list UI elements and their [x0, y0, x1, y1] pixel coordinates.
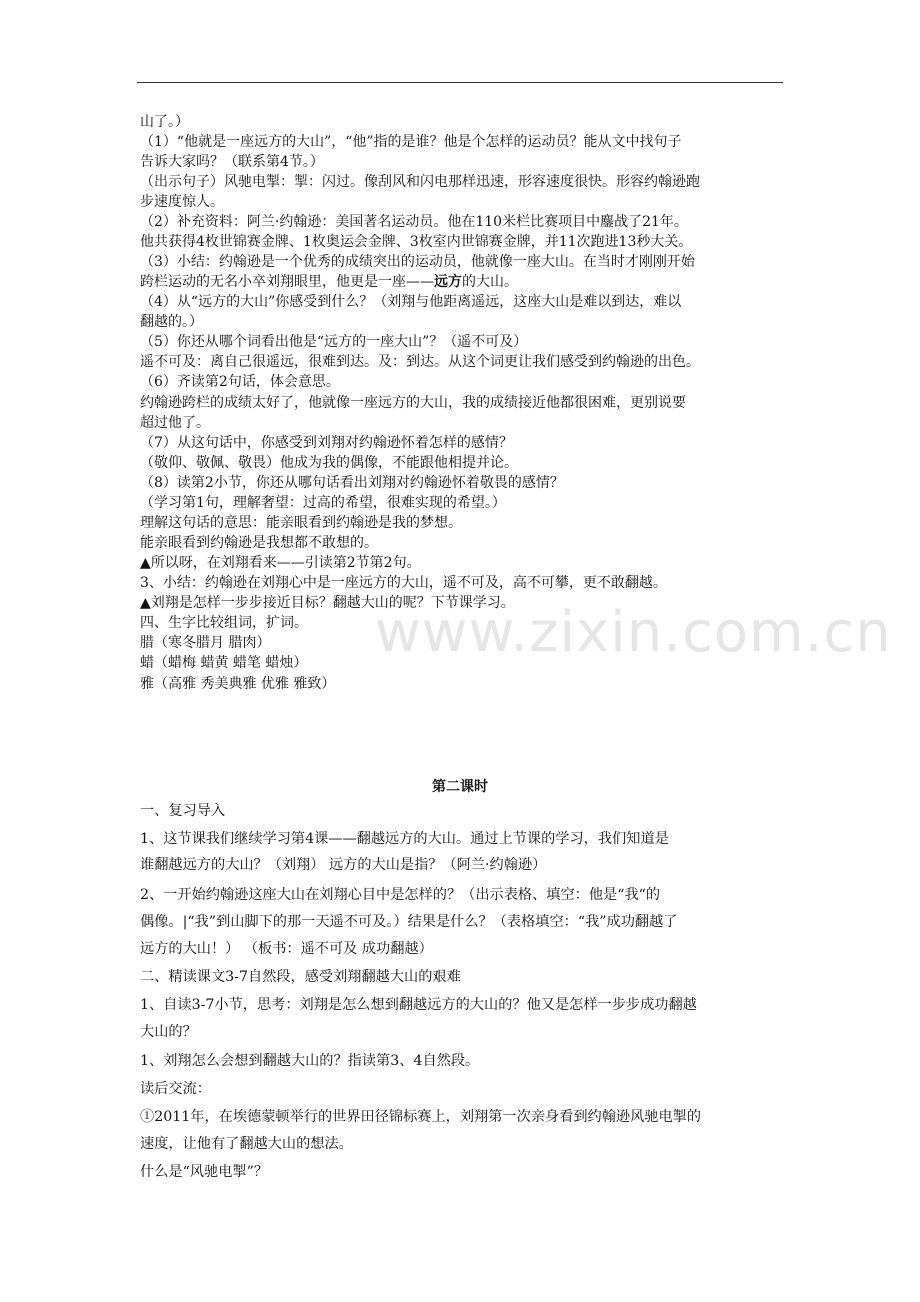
text-line: （4）从“远方的大山”你感受到什么？（刘翔与他距离遥远，这座大山是难以到达，难以 [140, 294, 682, 310]
text-line: 远方的大山！） （板书：遥不可及 成功翻越） [140, 941, 433, 957]
watermark: www.zixin.com.cn [375, 600, 892, 665]
text-line: （学习第1句，理解奢望：过高的希望，很难实现的希望。） [140, 495, 506, 511]
text-line: 1、刘翔怎么会想到翻越大山的？指读第3、4自然段。 [140, 1053, 480, 1069]
text-line: 偶像。|“我”到山脚下的那一天遥不可及。）结果是什么？（表格填空：“我”成功翻越了 [140, 914, 678, 930]
emphasis-text: 远方 [434, 274, 462, 290]
text-line: 蜡（蜡梅 蜡黄 蜡笔 蜡烛） [140, 655, 308, 671]
text-line: 2、一开始约翰逊这座大山在刘翔心目中是怎样的？（出示表格、填空：他是“我“的 [140, 887, 661, 903]
text-line: 什么是“风驰电掣”？ [140, 1164, 269, 1180]
text-line: （敬仰、敬佩、敬畏）他成为我的偶像，不能跟他相提并论。 [140, 455, 518, 471]
text-line: 四、生字比较组词，扩词。 [140, 615, 308, 631]
text-line: 3、小结：约翰逊在刘翔心中是一座远方的大山，遥不可及，高不可攀，更不敢翻越。 [140, 575, 667, 591]
text-line: （1）“他就是一座远方的大山”，“他”指的是谁？他是个怎样的运动员？能从文中找句子 [140, 134, 682, 150]
section-title: 第二课时 [432, 779, 488, 795]
text-line: 遥不可及：离自己很遥远，很难到达。及：到达。从这个词更让我们感受到约翰逊的出色。 [140, 354, 700, 370]
text-line: 步速度惊人。 [140, 194, 224, 210]
text-line: （6）齐读第2句话，体会意思。 [140, 374, 340, 390]
text-line: 跨栏运动的无名小卒刘翔眼里，他更是一座——远方的大山。 [140, 274, 518, 290]
text-line: 约翰逊跨栏的成绩太好了，他就像一座远方的大山，我的成绩接近他都很困难，更别说要 [140, 395, 686, 411]
text-line: 超过他了。 [140, 415, 210, 431]
text-line: 他共获得4枚世锦赛金牌、1枚奥运会金牌、3枚室内世锦赛金牌，并11次跑进13秒大关。 [140, 234, 693, 250]
text-line: ▲所以呀，在刘翔看来——引读第2节第2句。 [140, 555, 421, 571]
text-line: ①2011年，在埃德蒙顿举行的世界田径锦标赛上，刘翔第一次亲身看到约翰逊风驰电掣的 [140, 1109, 702, 1125]
header-rule [137, 82, 783, 83]
text-line: 山了。） [140, 114, 189, 130]
text-line: 二、精读课文3-7自然段，感受刘翔翻越大山的艰难 [140, 969, 461, 985]
text-line: 读后交流： [140, 1081, 211, 1097]
text-line: 雅（高雅 秀美典雅 优雅 雅致） [140, 676, 336, 692]
text-line: （2）补充资料：阿兰·约翰逊：美国著名运动员。他在110米栏比赛项目中鏖战了21年。 [140, 214, 688, 230]
text-line: 翻越的。） [140, 314, 203, 330]
text-line: 告诉大家吗？（联系第4节。） [140, 154, 324, 170]
text-line: 1、这节课我们继续学习第4课——翻越远方的大山。通过上节课的学习，我们知道是 [140, 831, 669, 847]
text-line: （7）从这句话中，你感受到刘翔对约翰逊怀着怎样的感情？ [140, 435, 513, 451]
text-line: （出示句子）风驰电掣：掣：闪过。像刮风和闪电那样迅速，形容速度很快。形容约翰逊跑 [140, 174, 700, 190]
text-line: （8）读第2小节，你还从哪句话看出刘翔对约翰逊怀着敬畏的感情？ [140, 475, 564, 491]
text-line: 速度，让他有了翻越大山的想法。 [140, 1136, 353, 1152]
text-line: 大山的？ [140, 1024, 197, 1040]
text-line: （5）你还从哪个词看出他是“远方的一座大山”？（遥不可及） [140, 334, 528, 350]
text-line: 腊（寒冬腊月 腊肉） [140, 635, 271, 651]
text-line: 一、复习导入 [140, 803, 226, 819]
text-line: （3）小结：约翰逊是一个优秀的成绩突出的运动员，他就像一座大山。在当时才刚刚开始 [140, 254, 695, 270]
text-line: 理解这句话的意思：能亲眼看到约翰逊是我的梦想。 [140, 515, 462, 531]
text-line: 1、自读3-7小节，思考：刘翔是怎么想到翻越远方的大山的？他又是怎样一步步成功翻越 [140, 997, 697, 1013]
text-line: ▲刘翔是怎样一步步接近目标？翻越大山的呢？下节课学习。 [140, 595, 515, 611]
text-line: 谁翻越远方的大山？（刘翔） 远方的大山是指？（阿兰·约翰逊） [140, 857, 547, 873]
text-line: 能亲眼看到约翰逊是我想都不敢想的。 [140, 535, 378, 551]
